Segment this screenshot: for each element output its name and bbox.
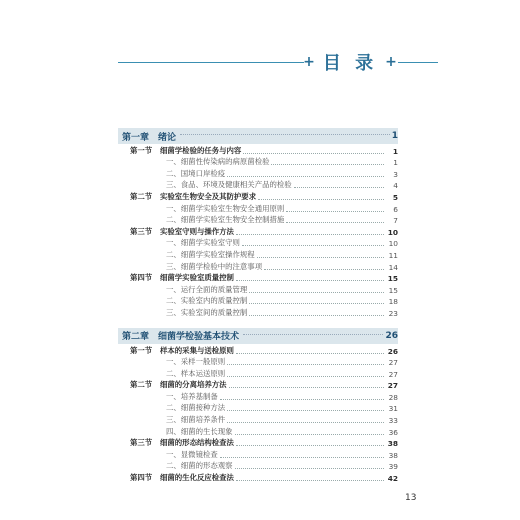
item-name: 一、培养基制备 [166,391,218,401]
leader-dots [227,176,384,177]
toc-section[interactable] [118,344,398,356]
item-name: 二、细菌接种方法 [166,403,226,413]
leader-dots [249,315,384,316]
toc-section[interactable] [118,190,398,202]
section-page: 1 [392,146,398,156]
leader-dots [235,434,384,435]
item-name: 一、显微镜检查 [166,449,218,459]
decorative-cross-icon: + [303,54,315,70]
item-page: 3 [393,169,398,179]
chapter-label: 第一章 [122,132,150,143]
toc-section[interactable] [118,437,398,449]
leader-dots [235,468,384,469]
item-page: 27 [388,358,398,368]
toc-item[interactable] [118,356,398,368]
chapter-page: 26 [385,330,398,341]
toc-title [300,48,400,76]
leader-dots [249,303,384,304]
leader-dots [236,353,384,354]
section-page: 15 [387,274,398,284]
chapter-name: 细菌学检验基本技术 [158,332,240,343]
leader-dots [243,153,384,154]
leader-dots [227,422,384,423]
section-label: 第二节 [130,191,153,201]
section-name: 细菌的分离培养方法 [160,380,227,390]
decorative-cross-icon: + [385,54,397,70]
item-name: 二、样本运送原则 [166,368,226,378]
item-name: 一、细菌学实验室守则 [166,238,240,248]
leader-dots [264,269,384,270]
section-label: 第三节 [130,226,153,236]
item-page: 31 [388,404,398,414]
toc-item[interactable] [118,306,398,318]
leader-dots [220,457,384,458]
leader-dots [236,234,384,235]
item-page: 36 [388,427,398,437]
toc-item[interactable] [118,460,398,472]
leader-dots [286,222,384,223]
toc-item[interactable] [118,237,398,249]
item-name: 二、细菌学实验室生物安全控制措施 [166,215,285,225]
leader-dots [236,480,384,481]
item-page: 38 [388,450,398,460]
toc-section[interactable] [118,272,398,284]
item-name: 四、细菌的生长现象 [166,426,233,436]
leader-dots [236,445,384,446]
item-page: 23 [388,308,398,318]
item-page: 1 [393,158,398,168]
section-name: 细菌学实验室质量控制 [160,273,234,283]
item-page: 28 [388,392,398,402]
section-label: 第三节 [130,438,153,448]
section-label: 第四节 [130,273,153,283]
item-page: 10 [388,239,398,249]
toc-item[interactable] [118,202,398,214]
section-page: 38 [387,439,398,449]
leader-dots [271,164,384,165]
leader-dots [294,187,384,188]
section-page: 26 [387,346,398,356]
toc-chapter[interactable] [118,328,398,344]
item-name: 一、运行全面的质量管理 [166,284,248,294]
toc-section[interactable] [118,471,398,483]
item-page: 4 [393,181,398,191]
leader-dots [242,245,384,246]
section-page: 42 [387,474,398,484]
item-name: 二、实验室内的质量控制 [166,296,248,306]
section-label: 第二节 [130,380,153,390]
leader-dots [236,280,384,281]
toc-item[interactable] [118,248,398,260]
leader-dots [286,211,384,212]
page-number: 13 [405,493,417,503]
item-page: 15 [388,285,398,295]
toc-item[interactable] [118,156,398,168]
toc-chapter[interactable] [118,128,398,144]
title-rule-left [118,62,304,63]
toc-item[interactable] [118,390,398,402]
section-label: 第一节 [130,345,153,355]
table-of-contents [118,128,398,483]
toc-section[interactable] [118,379,398,391]
toc-item[interactable] [118,367,398,379]
leader-dots [227,410,384,411]
item-page: 39 [388,462,398,472]
title-rule-right [398,62,438,63]
page-title: 目 录 [322,53,378,74]
item-name: 三、食品、环境及健康相关产品的检验 [166,180,292,190]
toc-item[interactable] [118,179,398,191]
item-name: 二、细菌学实验室操作规程 [166,249,255,259]
item-name: 二、国境口岸检疫 [166,168,226,178]
section-name: 实验室生物安全及其防护要求 [160,191,257,201]
item-page: 14 [388,262,398,272]
leader-dots [180,134,390,135]
item-name: 三、细菌学检验中的注意事项 [166,261,263,271]
leader-dots [257,257,384,258]
toc-item[interactable] [118,260,398,272]
section-label: 第四节 [130,473,153,483]
chapter-gap [118,318,398,328]
item-page: 11 [388,250,398,260]
toc-item[interactable] [118,214,398,226]
section-name: 细菌学检验的任务与内容 [160,145,242,155]
item-name: 一、细菌性传染病的病原菌检验 [166,157,270,167]
chapter-label: 第二章 [122,332,150,343]
leader-dots [258,199,384,200]
section-name: 细菌的生化反应检查法 [160,473,234,483]
item-page: 7 [393,216,398,226]
toc-section[interactable] [118,225,398,237]
leader-dots [249,292,384,293]
toc-item[interactable] [118,413,398,425]
leader-dots [229,387,384,388]
toc-item[interactable] [118,167,398,179]
chapter-page: 1 [391,131,398,141]
section-label: 第一节 [130,145,153,155]
item-name: 三、细菌培养条件 [166,415,226,425]
section-page: 27 [387,381,398,391]
section-name: 细菌的形态结构检查法 [160,438,234,448]
toc-item[interactable] [118,283,398,295]
item-page: 33 [388,416,398,426]
section-page: 5 [392,192,398,202]
toc-item[interactable] [118,402,398,414]
item-name: 二、细菌的形态观察 [166,461,233,471]
leader-dots [243,334,383,335]
item-page: 27 [388,369,398,379]
toc-item[interactable] [118,425,398,437]
toc-section[interactable] [118,144,398,156]
toc-item[interactable] [118,448,398,460]
item-name: 一、细菌学实验室生物安全通用原则 [166,203,285,213]
leader-dots [220,399,384,400]
item-name: 三、实验室间的质量控制 [166,307,248,317]
section-name: 实验室守则与操作方法 [160,226,234,236]
section-name: 样本的采集与送检原则 [160,345,234,355]
item-name: 一、采样一般原则 [166,357,226,367]
chapter-name: 绪论 [158,132,177,143]
toc-item[interactable] [118,295,398,307]
leader-dots [227,376,384,377]
item-page: 18 [388,297,398,307]
item-page: 6 [393,204,398,214]
leader-dots [227,364,384,365]
section-page: 10 [387,227,398,237]
